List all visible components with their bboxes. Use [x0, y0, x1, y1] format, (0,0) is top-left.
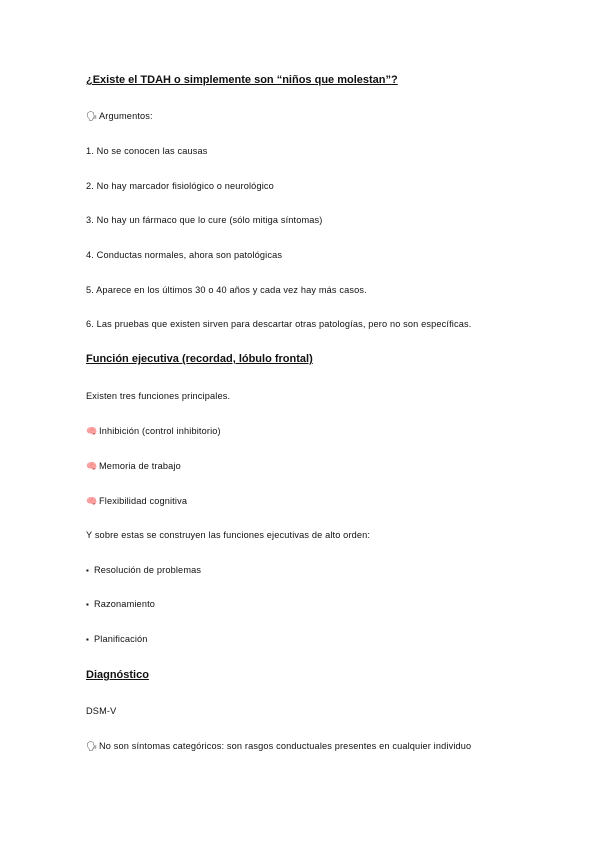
argument-item: 5. Aparece en los últimos 30 o 40 años y cada vez hay más casos. [86, 285, 367, 295]
argument-item: 4. Conductas normales, ahora son patológicas [86, 250, 283, 260]
brain-icon: 🧠 [86, 496, 98, 506]
function-item [86, 460, 181, 472]
high-order-item [86, 633, 148, 646]
functions-intro: Existen tres funciones principales. [86, 391, 231, 401]
speaking-head-icon: 🗣 [86, 741, 98, 751]
high-order-label: Planificación [94, 634, 148, 644]
argument-item: 6. Las pruebas que existen sirven para descartar otras patologías, pero no son específicas. [86, 319, 472, 329]
bullet-icon: ▪ [86, 635, 89, 644]
argument-item: 1. No se conocen las causas [86, 146, 208, 156]
argument-item: 2. No hay marcador fisiológico o neurológico [86, 181, 274, 191]
speaking-head-icon: 🗣 [86, 111, 98, 121]
section-title-tdah: ¿Existe el TDAH o simplemente son “niños que molestan”? [86, 74, 398, 86]
argument-item: 3. No hay un fármaco que lo cure (sólo mitiga síntomas) [86, 215, 323, 225]
arguments-label-row [86, 110, 153, 122]
high-order-label: Razonamiento [94, 599, 156, 609]
arguments-label: Argumentos: [99, 111, 153, 121]
function-label: Memoria de trabajo [99, 461, 181, 471]
diagnostic-note-row [86, 740, 471, 752]
function-label: Flexibilidad cognitiva [99, 496, 188, 506]
bullet-icon: ▪ [86, 566, 89, 575]
brain-icon: 🧠 [86, 426, 98, 436]
function-item [86, 425, 221, 437]
high-order-item [86, 564, 201, 577]
bullet-icon: ▪ [86, 600, 89, 609]
brain-icon: 🧠 [86, 461, 98, 471]
function-item [86, 495, 187, 507]
high-order-item [86, 598, 155, 611]
high-order-intro: Y sobre estas se construyen las funciones ejecutivas de alto orden: [86, 530, 371, 540]
diagnostic-manual: DSM-V [86, 706, 117, 716]
function-label: Inhibición (control inhibitorio) [99, 426, 221, 436]
high-order-label: Resolución de problemas [94, 565, 202, 575]
section-title-diagnostico: Diagnóstico [86, 669, 149, 681]
section-title-funcion-ejecutiva: Función ejecutiva (recordad, lóbulo frontal) [86, 353, 313, 365]
diagnostic-note: No son síntomas categóricos: son rasgos conductuales presentes en cualquier individuo [99, 741, 472, 751]
